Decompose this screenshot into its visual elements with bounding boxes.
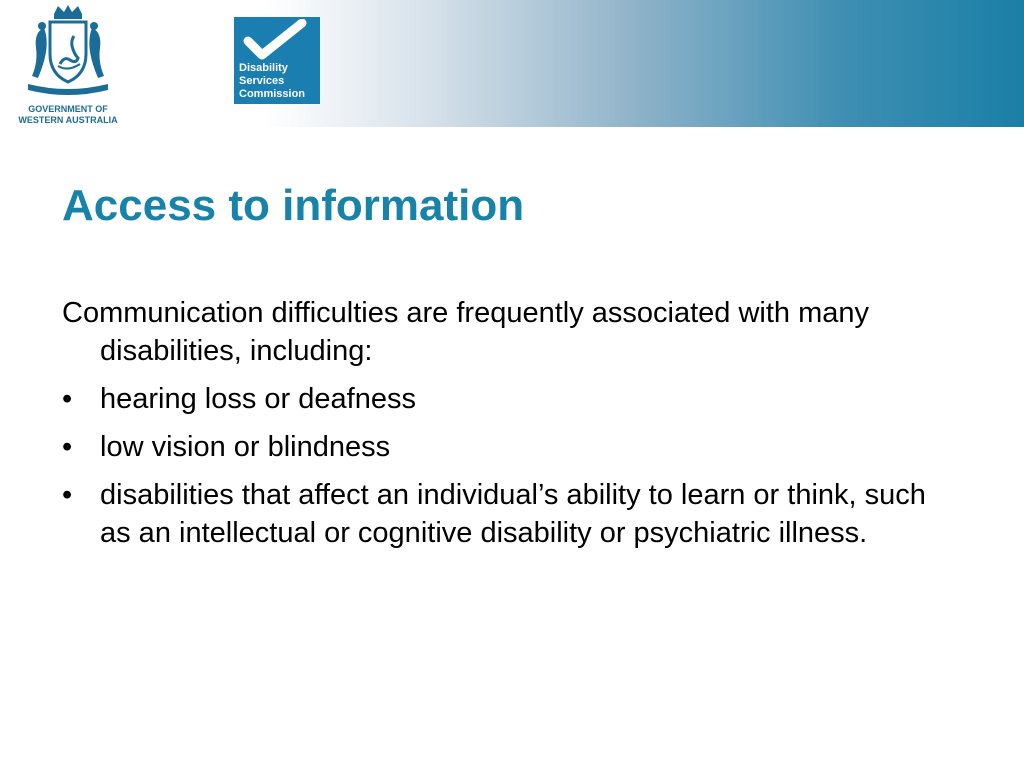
dsc-logo-text — [239, 62, 305, 101]
wa-caption-line2: WESTERN AUSTRALIA — [18, 115, 118, 125]
bullet-icon: • — [62, 383, 73, 415]
bullet-text: hearing loss or deafness — [100, 383, 416, 415]
bullet-item — [62, 476, 942, 552]
bullet-list — [62, 380, 942, 552]
wa-logo-caption — [6, 104, 130, 126]
intro-paragraph: Communication difficulties are frequently associated with many disabilities, including: — [62, 297, 870, 367]
wa-caption-line1: GOVERNMENT OF — [28, 104, 108, 114]
checkmark-icon — [240, 19, 310, 61]
bullet-item — [62, 428, 942, 466]
header-band — [0, 0, 1024, 127]
bullet-icon: • — [62, 479, 73, 511]
dsc-line3: Commission — [239, 88, 306, 100]
wa-government-logo — [6, 4, 130, 126]
bullet-text: low vision or blindness — [100, 431, 391, 463]
dsc-line1: Disability — [239, 62, 288, 74]
bullet-icon: • — [62, 431, 73, 463]
slide-title: Access to information — [62, 181, 525, 230]
western-australia-coat-of-arms-icon — [14, 4, 122, 102]
dsc-line2: Services — [239, 75, 285, 87]
bullet-text: disabilities that affect an individual’s ability to learn or think, such as an intellectual or cognitive disability or psychiatric illness. — [100, 479, 926, 549]
slide-body — [62, 294, 942, 562]
disability-services-commission-logo — [234, 17, 320, 104]
bullet-item — [62, 380, 942, 418]
